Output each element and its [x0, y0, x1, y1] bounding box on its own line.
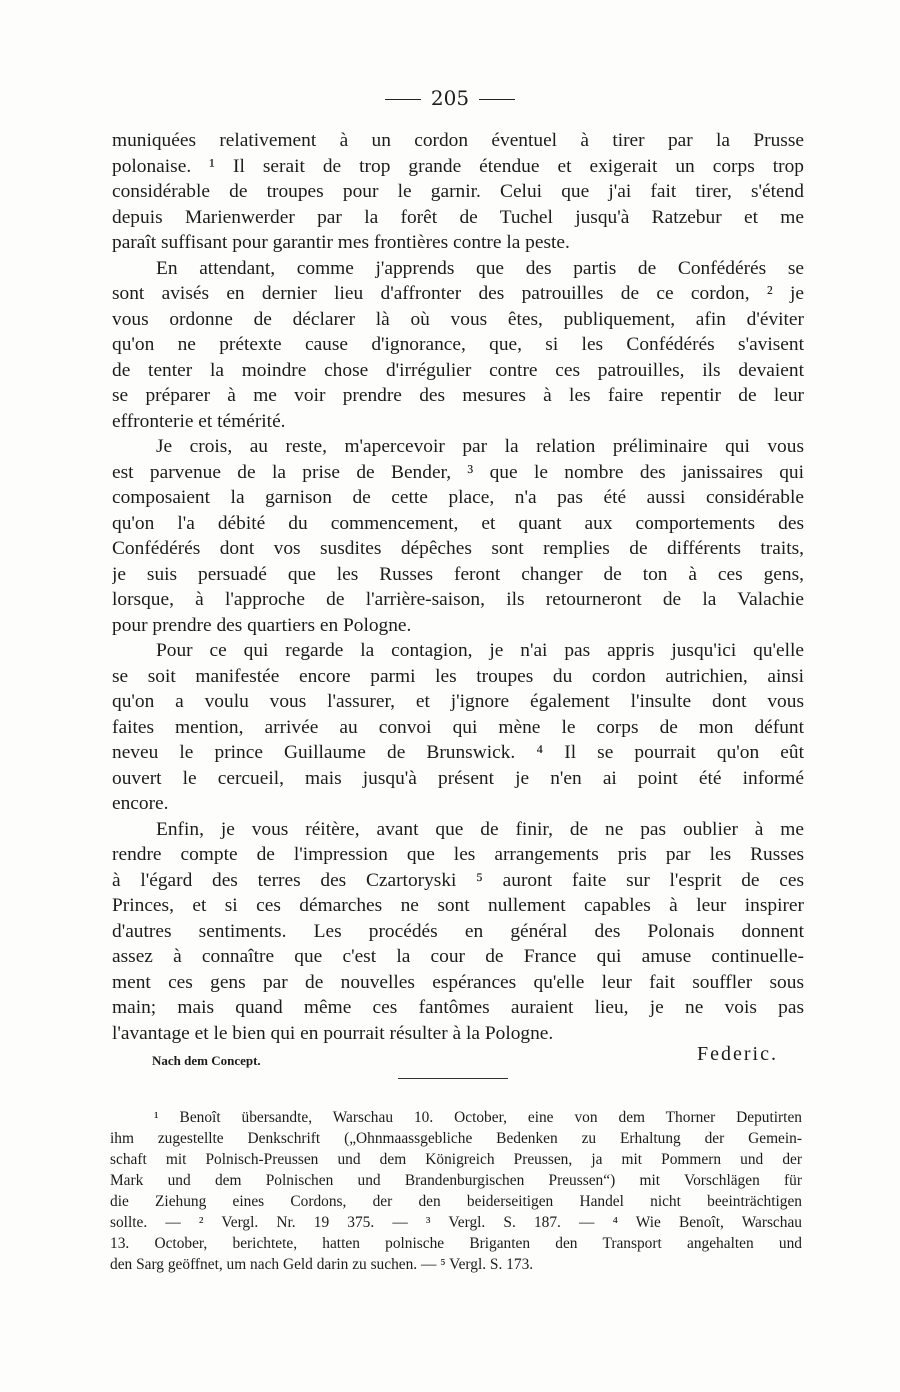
footnote-line: Mark und dem Polnischen und Brandenburgischen Preussen“) mit Vorschlägen für	[110, 1172, 802, 1189]
text-line: se soit manifestée encore parmi les troupes du cordon autrichien, ainsi	[112, 665, 804, 687]
page-number: 205	[430, 86, 470, 110]
footnote-line: 13. October, berichtete, hatten polnische Briganten den Transport angehalten und	[110, 1235, 802, 1252]
text-line: sont avisés en dernier lieu d'affronter des patrouilles de ce cordon, ² je	[112, 283, 804, 304]
footnote-separator	[398, 1078, 508, 1079]
footnote-line: den Sarg geöffnet, um nach Geld darin zu suchen. — ⁵ Vergl. S. 173.	[110, 1256, 534, 1273]
text-line: composaient la garnison de cette place, n'a pas été aussi considérable	[112, 487, 804, 508]
text-line: polonaise. ¹ Il serait de trop grande étendue et exigerait un corps trop	[112, 155, 804, 177]
text-line: l'avantage et le bien qui en pourrait résulter à la Pologne.	[112, 1022, 554, 1044]
text-line: d'autres sentiments. Les procédés en général des Polonais donnent	[112, 920, 804, 942]
text-line: assez à connaître que c'est la cour de France qui amuse continuelle-	[112, 946, 804, 967]
text-line: de tenter la moindre chose d'irrégulier contre ces patrouilles, ils devaient	[112, 359, 804, 381]
source-note: Nach dem Concept.	[152, 1053, 261, 1068]
text-line: qu'on a voulu vous l'assurer, et j'ignore également l'insulte dont vous	[112, 691, 804, 712]
text-line: ouvert le cercueil, mais jusqu'à présent je n'en ai point été informé	[112, 767, 804, 789]
text-line: En attendant, comme j'apprends que des partis de Confédérés se	[156, 257, 804, 279]
text-line: ment ces gens par de nouvelles espérances qu'elle leur fait souffler sous	[112, 971, 804, 993]
text-line: Princes, et si ces démarches ne sont nullement capables à leur inspirer	[112, 895, 804, 916]
text-line: je suis persuadé que les Russes feront changer de ton à ces gens,	[112, 563, 804, 585]
header-dash-right	[479, 99, 515, 100]
text-line: qu'on ne prétexte cause d'ignorance, que, si les Confédérés s'avisent	[112, 334, 804, 355]
text-line: Pour ce qui regarde la contagion, je n'ai pas appris jusqu'ici qu'elle	[156, 640, 804, 661]
text-line: faites mention, arrivée au convoi qui mène le corps de mon défunt	[112, 716, 804, 738]
text-line: encore.	[112, 793, 169, 814]
footnote-line: ihm zugestellte Denkschrift („Ohnmaassgebliche Bedenken zu Erhaltung der Gemein-	[110, 1130, 802, 1147]
text-line: rendre compte de l'impression que les arrangements pris par les Russes	[112, 844, 804, 865]
footnote-line: die Ziehung eines Cordons, der den beiderseitigen Handel nicht beeinträchtigen	[110, 1193, 802, 1210]
page-header	[0, 86, 900, 110]
paragraph	[112, 638, 804, 817]
paragraph	[112, 817, 804, 1047]
text-line: pour prendre des quartiers en Pologne.	[112, 614, 412, 636]
text-line: lorsque, à l'approche de l'arrière-saison, ils retourneront de la Valachie	[112, 589, 804, 610]
text-line: Je crois, au reste, m'apercevoir par la relation préliminaire qui vous	[156, 436, 804, 457]
header-dash-left	[385, 99, 421, 100]
closing-row	[152, 1043, 782, 1069]
text-line: neveu le prince Guillaume de Brunswick. ⁴ Il se pourrait qu'on eût	[112, 742, 804, 763]
paragraph	[112, 128, 804, 256]
text-line: se préparer à me voir prendre des mesures à les faire repentir de leur	[112, 385, 804, 406]
text-line: considérable de troupes pour le garnir. Celui que j'ai fait tirer, s'étend	[112, 181, 804, 202]
footnotes	[110, 1107, 802, 1275]
text-line: paraît suffisant pour garantir mes frontières contre la peste.	[112, 232, 570, 253]
footnote-line: sollte. — ² Vergl. Nr. 19 375. — ³ Vergl. S. 187. — ⁴ Wie Benoît, Warschau	[110, 1214, 802, 1231]
text-line: vous ordonne de déclarer là où vous êtes, publiquement, afin d'éviter	[112, 308, 804, 330]
text-line: effronterie et témérité.	[112, 410, 286, 432]
text-line: à l'égard des terres des Czartoryski ⁵ auront faite sur l'esprit de ces	[112, 869, 804, 891]
text-line: depuis Marienwerder par la forêt de Tuchel jusqu'à Ratzebur et me	[112, 206, 804, 228]
letter-body	[112, 128, 804, 1046]
signature: Federic.	[697, 1043, 778, 1065]
text-line: muniquées relativement à un cordon éventuel à tirer par la Prusse	[112, 130, 804, 151]
text-line: main; mais quand même ces fantômes auraient lieu, je ne vois pas	[112, 997, 804, 1018]
text-line: est parvenue de la prise de Bender, ³ que le nombre des janissaires qui	[112, 461, 804, 483]
text-line: qu'on l'a débité du commencement, et quant aux comportements des	[112, 512, 804, 534]
paragraph	[112, 434, 804, 638]
text-line: Enfin, je vous réitère, avant que de finir, de ne pas oublier à me	[156, 818, 804, 840]
footnote-line: schaft mit Polnisch-Preussen und dem Königreich Preussen, ja mit Pommern und der	[110, 1151, 802, 1168]
text-line: Confédérés dont vos susdites dépêches sont remplies de différents traits,	[112, 538, 804, 559]
footnote-line: ¹ Benoît übersandte, Warschau 10. October, eine von dem Thorner Deputirten	[154, 1109, 802, 1126]
paragraph	[112, 256, 804, 435]
